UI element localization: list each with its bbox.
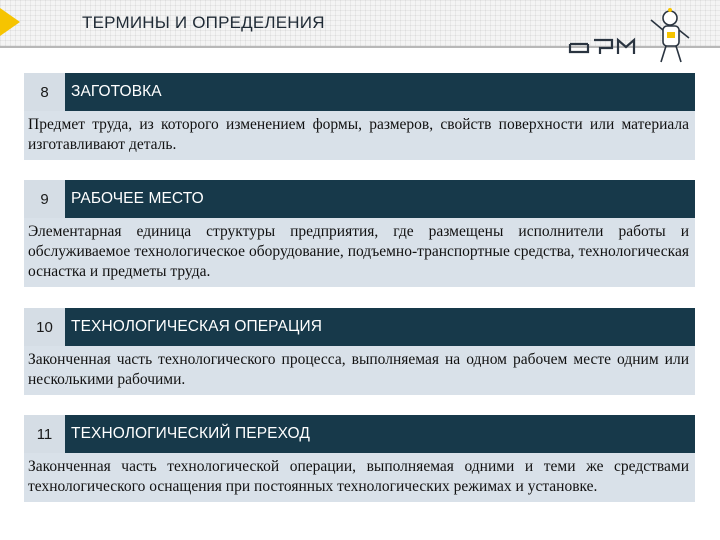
term-title: РАБОЧЕЕ МЕСТО — [71, 190, 204, 207]
term-header — [24, 73, 695, 111]
term-number: 10 — [24, 308, 65, 346]
term-number: 11 — [24, 415, 65, 453]
robot-mascot-icon — [566, 4, 716, 66]
term-title: ТЕХНОЛОГИЧЕСКИЙ ПЕРЕХОД — [71, 425, 310, 442]
term-number: 9 — [24, 180, 65, 218]
term-card-8 — [24, 73, 695, 160]
page-title: ТЕРМИНЫ И ОПРЕДЕЛЕНИЯ — [82, 13, 325, 32]
term-definition: Элементарная единица структуры предприятия, где размещены исполнители работы и обслуживаемое технологическое оборудование, подъемно-транспортные средства, технологическая оснастка и предметы труда. — [24, 218, 695, 287]
arrow-marker-icon — [0, 8, 20, 36]
term-card-9 — [24, 180, 695, 287]
term-definition: Законченная часть технологического процесса, выполняемая на одном рабочем месте одним или несколькими рабочими. — [24, 346, 695, 395]
term-definition: Законченная часть технологической операции, выполняемая одними и теми же средствами технологического оснащения при постоянных технологических режимах и установке. — [24, 453, 695, 502]
term-definition: Предмет труда, из которого изменением формы, размеров, свойств поверхности или материала изготавливают деталь. — [24, 111, 695, 160]
term-header — [24, 180, 695, 218]
term-card-11 — [24, 415, 695, 502]
term-card-10 — [24, 308, 695, 395]
term-title: ТЕХНОЛОГИЧЕСКАЯ ОПЕРАЦИЯ — [71, 318, 323, 335]
term-number: 8 — [24, 73, 65, 111]
term-header — [24, 415, 695, 453]
term-title: ЗАГОТОВКА — [71, 83, 162, 100]
term-header — [24, 308, 695, 346]
